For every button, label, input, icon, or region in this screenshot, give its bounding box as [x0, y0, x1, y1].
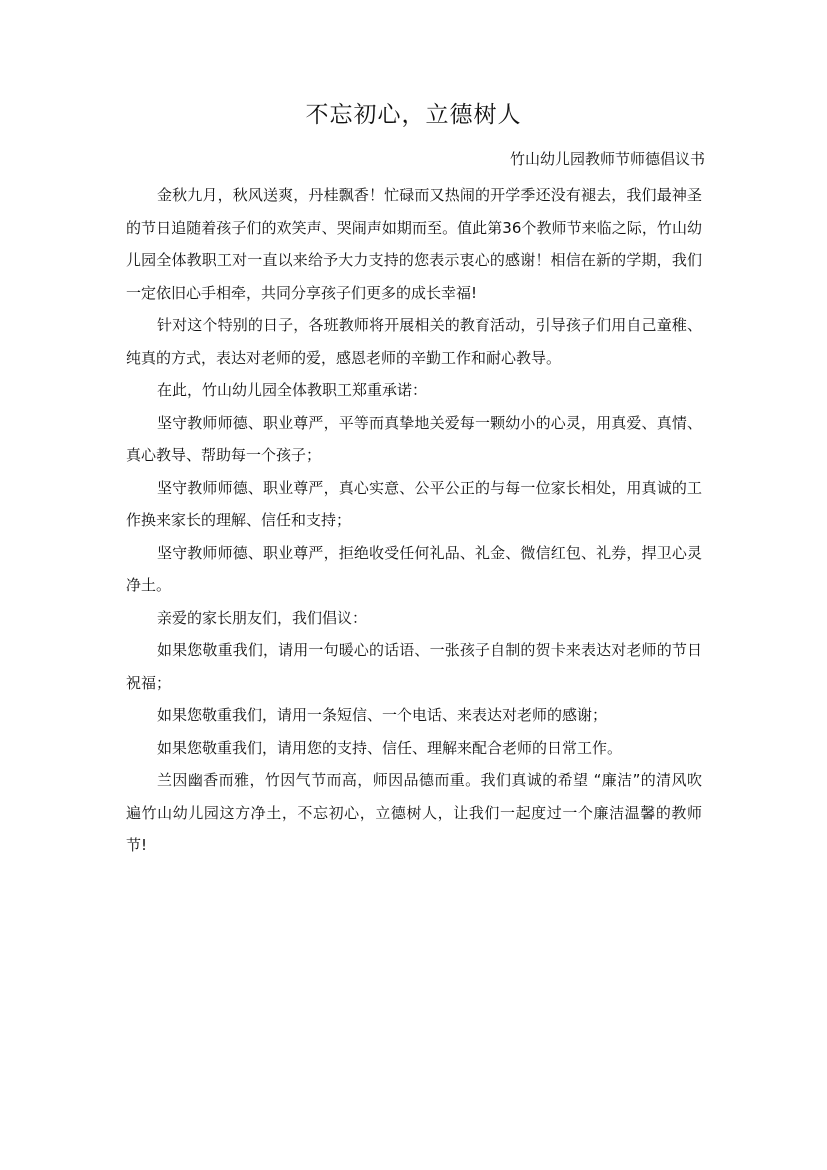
document-body — [126, 179, 702, 862]
paragraph: 坚守教师师德、职业尊严，拒绝收受任何礼品、礼金、微信红包、礼券，捍卫心灵净土。 — [126, 543, 702, 594]
paragraph: 金秋九月，秋风送爽，丹桂飘香！忙碌而又热闹的开学季还没有褪去，我们最神圣的节日追随着孩子们的欢笑声、哭闹声如期而至。值此第36个教师节来临之际，竹山幼儿园全体教职工对一直以来给予大力支持的您表示衷心的感谢！相信在新的学期，我们一定依旧心手相牵，共同分享孩子们更多的成长幸福! — [126, 186, 702, 302]
document-title: 不忘初心，立德树人 — [305, 102, 522, 128]
paragraph: 针对这个特别的日子，各班教师将开展相关的教育活动，引导孩子们用自己童稚、纯真的方式，表达对老师的爱，感恩老师的辛勤工作和耐心教导。 — [126, 316, 702, 367]
paragraph: 兰因幽香而雅，竹因气节而高，师因品德而重。我们真诚的希望 “廉洁”的清风吹遍竹山幼儿园这方净土，不忘初心，立德树人，让我们一起度过一个廉洁温馨的教师节! — [126, 771, 702, 854]
paragraph: 如果您敬重我们，请用您的支持、信任、理解来配合老师的日常工作。 — [157, 738, 623, 757]
paragraph: 亲爱的家长朋友们，我们倡议： — [157, 608, 368, 627]
paragraph: 如果您敬重我们，请用一条短信、一个电话、来表达对老师的感谢； — [157, 706, 608, 724]
paragraph: 如果您敬重我们，请用一句暖心的话语、一张孩子自制的贺卡来表达对老师的节日祝福； — [126, 641, 702, 692]
document-subtitle: 竹山幼儿园教师节师德倡议书 — [509, 150, 705, 168]
paragraph: 坚守教师师德、职业尊严，真心实意、公平公正的与每一位家长相处，用真诚的工作换来家长的理解、信任和支持； — [126, 478, 702, 529]
paragraph: 在此，竹山幼儿园全体教职工郑重承诺： — [157, 381, 428, 399]
paragraph: 坚守教师师德、职业尊严，平等而真挚地关爱每一颗幼小的心灵，用真爱、真情、真心教导、帮助每一个孩子； — [126, 413, 702, 464]
